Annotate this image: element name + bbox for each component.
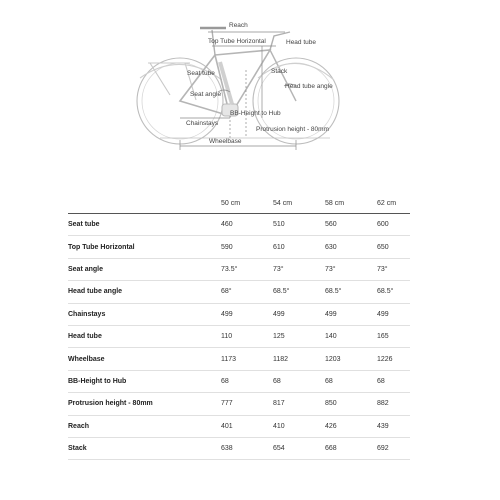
cell-value: 1226: [377, 355, 393, 363]
cell-value: 410: [273, 422, 285, 430]
column-header: 62 cm: [377, 199, 397, 207]
cell-value: 73°: [377, 265, 388, 273]
cell-value: 68°: [221, 288, 232, 296]
cell-value: 460: [221, 221, 233, 229]
table-row: [68, 415, 410, 437]
cell-value: 68.5°: [325, 288, 342, 296]
head-tube-label: Head tube: [286, 39, 316, 46]
bb-height-to-hub-label: BB-Height to Hub: [230, 110, 281, 117]
cell-value: 590: [221, 243, 233, 251]
table-header-row: [68, 193, 410, 214]
seat-tube-label: Seat tube: [187, 70, 215, 77]
row-label: Wheelbase: [68, 355, 105, 363]
column-header: 54 cm: [273, 199, 293, 207]
cell-value: 817: [273, 400, 285, 408]
table-row: [68, 303, 410, 325]
cell-value: 140: [325, 333, 337, 341]
cell-value: 499: [273, 310, 285, 318]
cell-value: 110: [221, 333, 233, 341]
head-tube-angle-label: Head tube angle: [285, 83, 333, 90]
cell-value: 638: [221, 445, 233, 453]
cell-value: 401: [221, 422, 233, 430]
table-row: [68, 325, 410, 347]
geometry-table: [68, 193, 410, 460]
cell-value: 882: [377, 400, 389, 408]
stack-label: Stack: [271, 68, 288, 75]
table-row: [68, 258, 410, 280]
cell-value: 499: [377, 310, 389, 318]
wheelbase-label: Wheelbase: [209, 138, 242, 145]
table-row: [68, 370, 410, 392]
cell-value: 610: [273, 243, 285, 251]
protrusion-height-label: Protrusion height - 80mm: [256, 126, 329, 133]
cell-value: 654: [273, 445, 285, 453]
cell-value: 426: [325, 422, 337, 430]
row-label: Seat tube: [68, 221, 100, 229]
cell-value: 600: [377, 221, 389, 229]
row-label: Stack: [68, 445, 87, 453]
cell-value: 73.5°: [221, 265, 238, 273]
row-label: Protrusion height - 80mm: [68, 400, 153, 408]
cell-value: 499: [325, 310, 337, 318]
cell-value: 73°: [273, 265, 284, 273]
cell-value: 165: [377, 333, 389, 341]
row-label: Chainstays: [68, 310, 106, 318]
cell-value: 850: [325, 400, 337, 408]
cell-value: 668: [325, 445, 337, 453]
bike-geometry-diagram: [0, 0, 500, 170]
table-row: [68, 236, 410, 258]
cell-value: 439: [377, 422, 389, 430]
cell-value: 777: [221, 400, 233, 408]
cell-value: 68: [377, 377, 385, 385]
row-label: Reach: [68, 422, 90, 430]
table-row: [68, 281, 410, 303]
seat-angle-label: Seat angle: [190, 91, 222, 98]
cell-value: 68.5°: [377, 288, 394, 296]
cell-value: 692: [377, 445, 389, 453]
cell-value: 1173: [221, 355, 237, 363]
bike-drawing: [0, 0, 500, 170]
row-label: Head tube angle: [68, 288, 123, 296]
cell-value: 1182: [273, 355, 289, 363]
row-label: BB-Height to Hub: [68, 377, 127, 385]
cell-value: 68: [221, 377, 229, 385]
table-row: [68, 393, 410, 415]
cell-value: 68: [325, 377, 333, 385]
cell-value: 560: [325, 221, 337, 229]
top-tube-horizontal-label: Top Tube Horizontal: [208, 38, 266, 45]
cell-value: 630: [325, 243, 337, 251]
cell-value: 1203: [325, 355, 341, 363]
reach-label: Reach: [229, 22, 248, 29]
cell-value: 650: [377, 243, 389, 251]
chainstays-label: Chainstays: [186, 120, 219, 127]
cell-value: 68: [273, 377, 281, 385]
column-header: 58 cm: [325, 199, 345, 207]
row-label: Top Tube Horizontal: [68, 243, 135, 251]
cell-value: 499: [221, 310, 233, 318]
table-row: [68, 214, 410, 236]
row-label: Seat angle: [68, 265, 104, 273]
cell-value: 125: [273, 333, 285, 341]
cell-value: 510: [273, 221, 285, 229]
column-header: 50 cm: [221, 199, 241, 207]
table-row: [68, 437, 410, 459]
header-empty-cell: [68, 193, 221, 214]
table-row: [68, 348, 410, 370]
row-label: Head tube: [68, 333, 102, 341]
cell-value: 73°: [325, 265, 336, 273]
cell-value: 68.5°: [273, 288, 290, 296]
